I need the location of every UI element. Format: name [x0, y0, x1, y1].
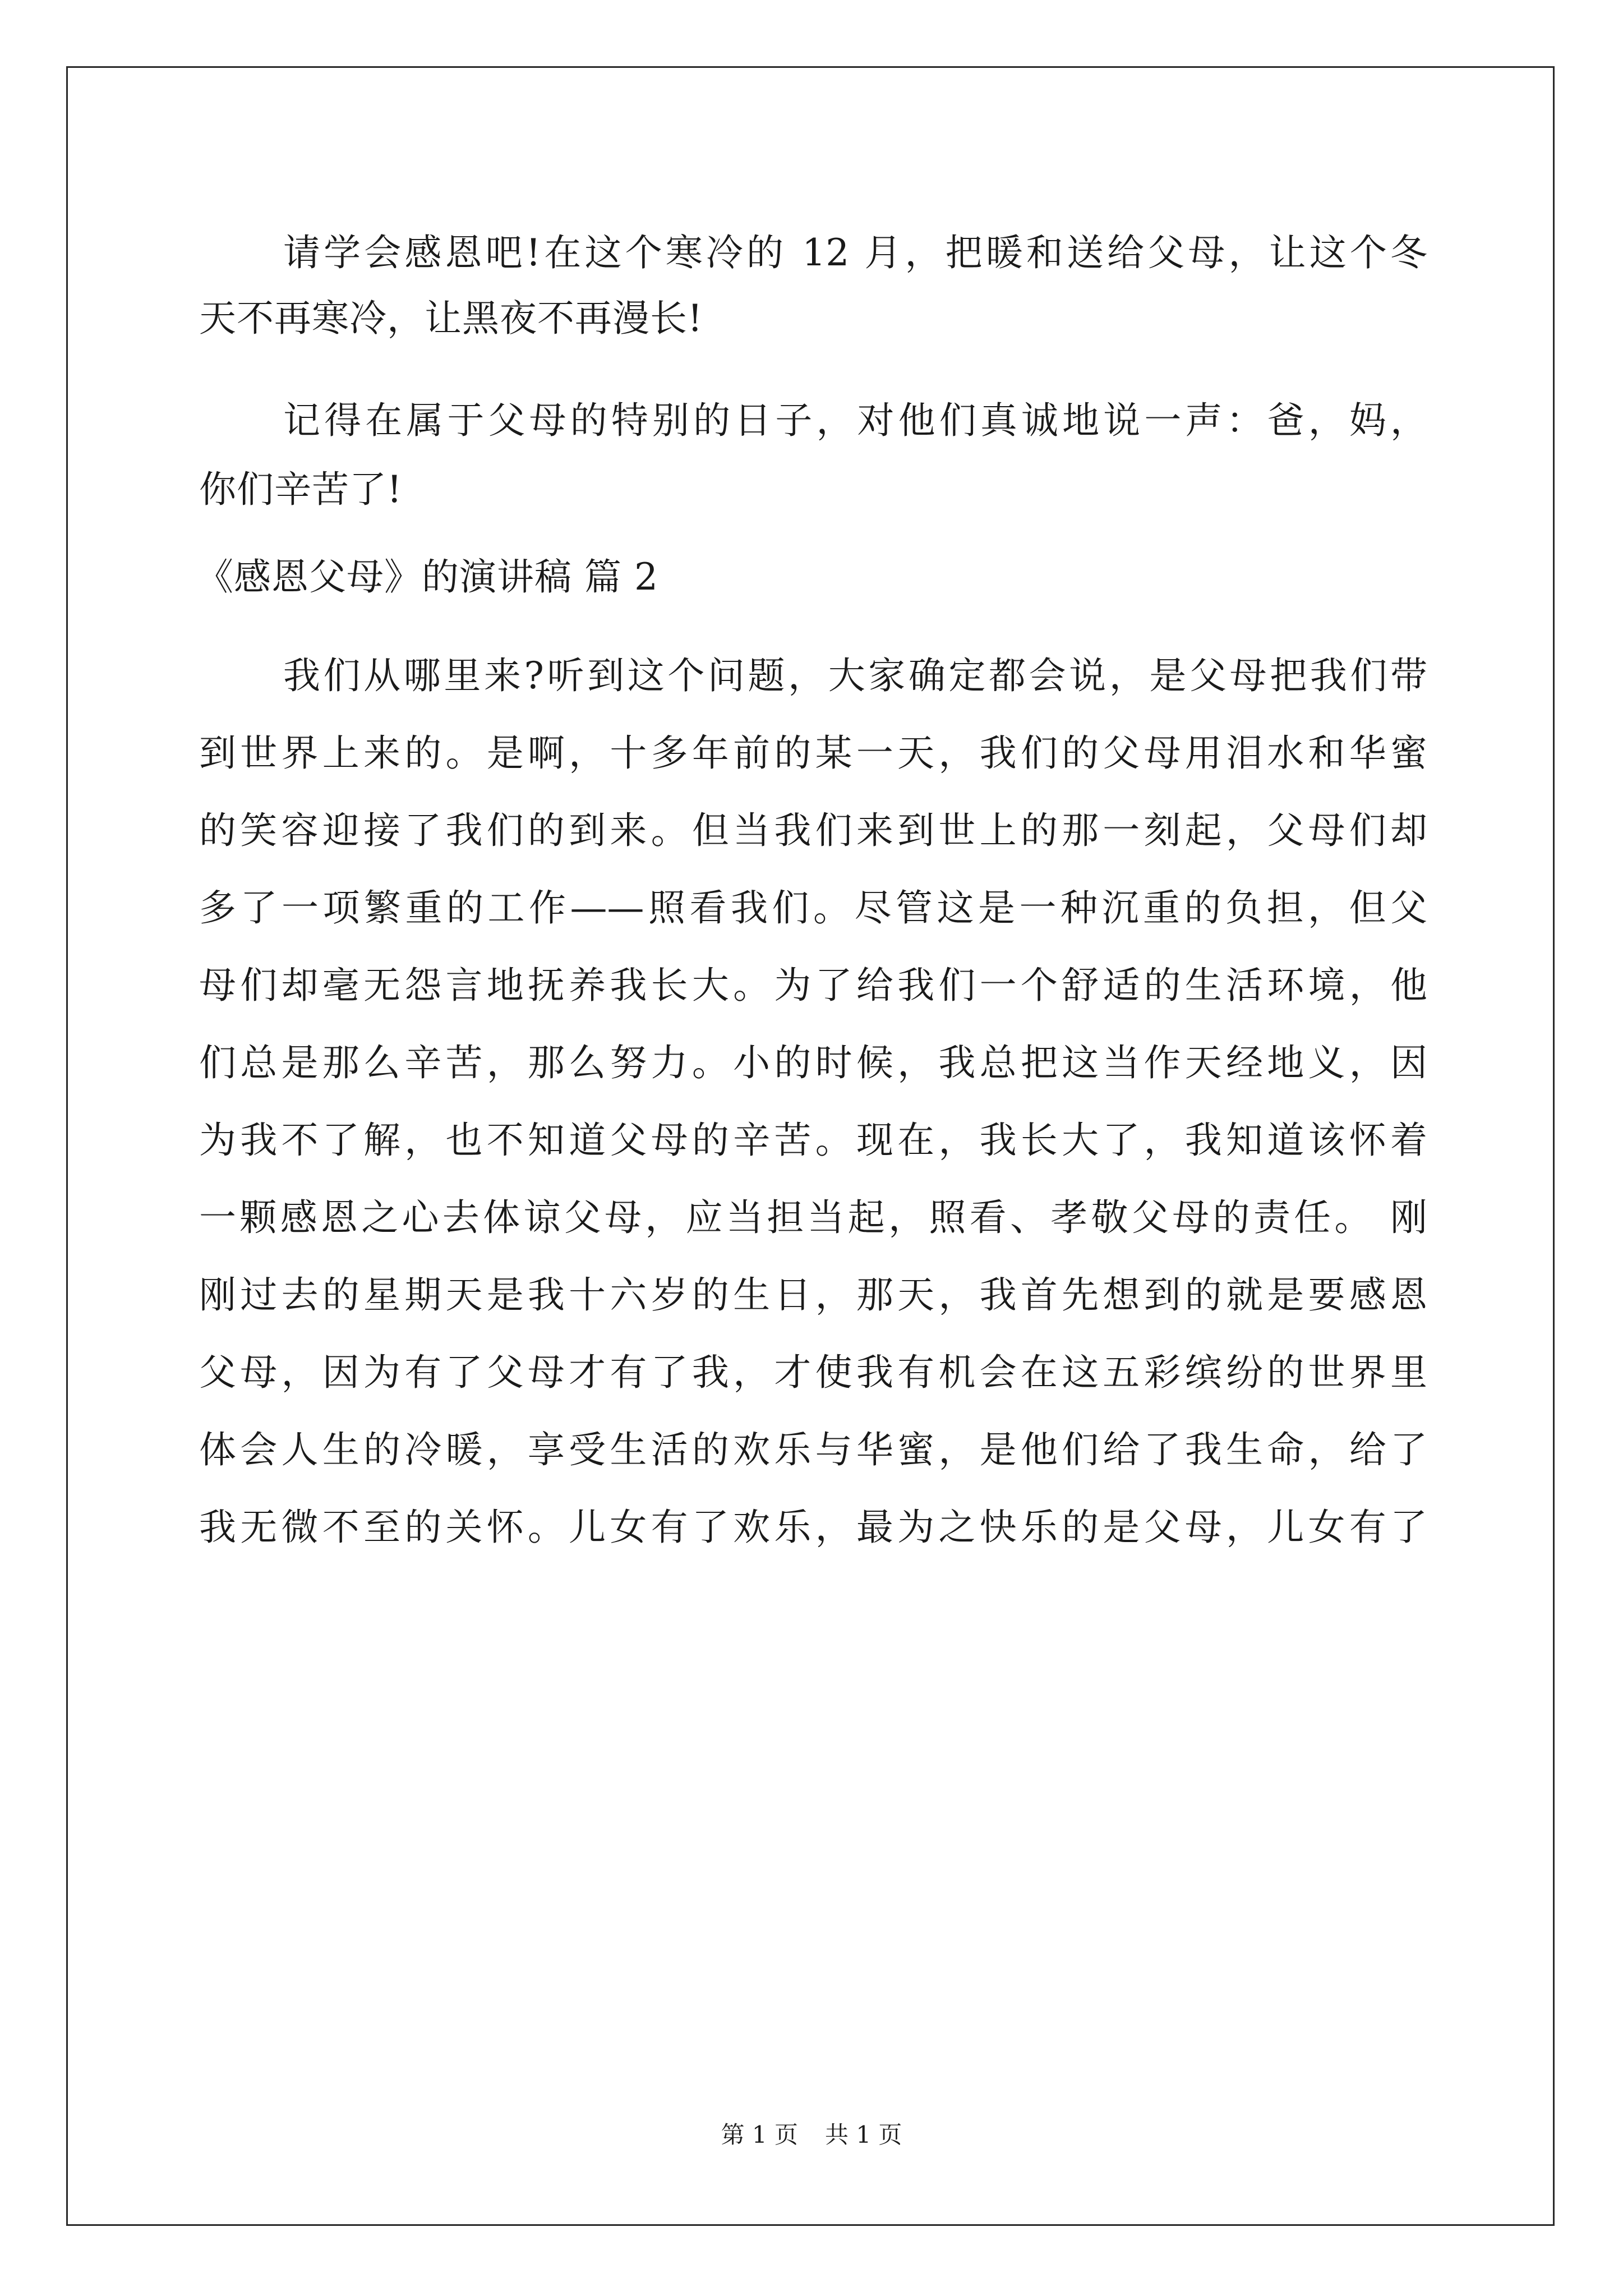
paragraph-1-line-2: 天不再寒冷，让黑夜不再漫长! [199, 297, 703, 340]
body-line: 我们从哪里来?听到这个问题，大家确定都会说，是父母把我们带 [283, 654, 1427, 697]
body-line: 体会人生的冷暖，享受生活的欢乐与华蜜，是他们给了我生命，给了 [199, 1428, 1427, 1471]
body-line: 父母，因为有了父母才有了我，才使我有机会在这五彩缤纷的世界里 [199, 1351, 1427, 1394]
body-line: 到世界上来的。是啊，十多年前的某一天，我们的父母用泪水和华蜜 [199, 731, 1427, 775]
body-line: 们总是那么辛苦，那么努力。小的时候，我总把这当作天经地义，因 [199, 1041, 1427, 1084]
body-line: 一颗感恩之心去体谅父母，应当担当起，照看、孝敬父母的责任。 刚 [199, 1196, 1427, 1239]
body-line: 我无微不至的关怀。儿女有了欢乐，最为之快乐的是父母，儿女有了 [199, 1506, 1427, 1549]
paragraph-2-line-2: 你们辛苦了! [199, 468, 403, 511]
body-line: 为我不了解，也不知道父母的辛苦。现在，我长大了，我知道该怀着 [199, 1119, 1427, 1162]
paragraph-1-line-1: 请学会感恩吧!在这个寒冷的 12 月，把暖和送给父母，让这个冬 [283, 231, 1427, 274]
body-line: 多了一项繁重的工作——照看我们。尽管这是一种沉重的负担，但父 [199, 886, 1427, 930]
page-number: 第 1 页 [721, 2121, 798, 2148]
body-line: 刚过去的星期天是我十六岁的生日，那天，我首先想到的就是要感恩 [199, 1273, 1427, 1317]
page-total: 共 1 页 [825, 2121, 902, 2148]
page-footer [0, 2123, 1623, 2147]
paragraph-2-line-1: 记得在属于父母的特别的日子，对他们真诚地说一声：爸，妈， [283, 399, 1427, 442]
body-line: 的笑容迎接了我们的到来。但当我们来到世上的那一刻起，父母们却 [199, 809, 1427, 852]
body-line: 母们却毫无怨言地抚养我长大。为了给我们一个舒适的生活环境，他 [199, 964, 1427, 1007]
section-heading: 《感恩父母》的演讲稿 篇 2 [196, 555, 658, 599]
